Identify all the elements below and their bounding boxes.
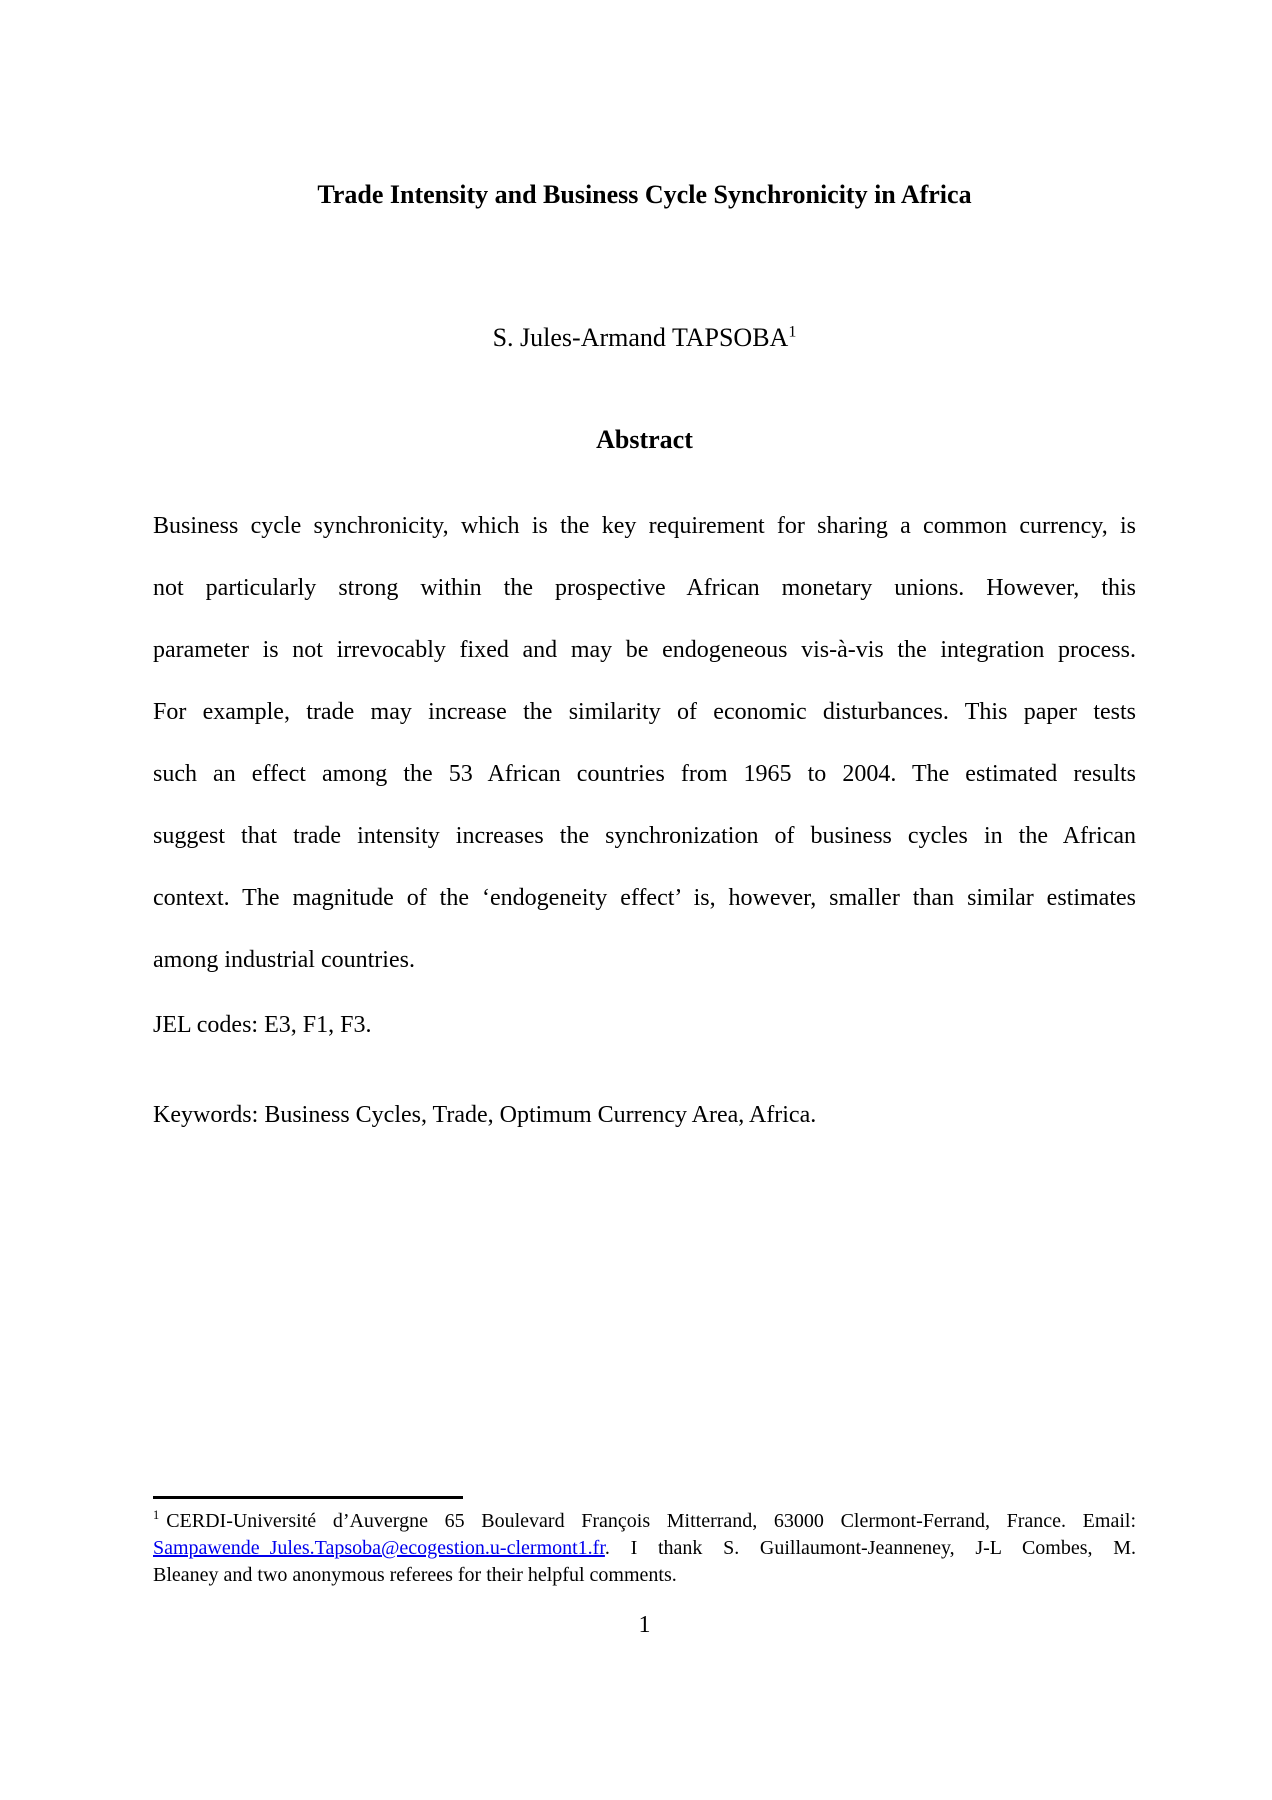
abstract-line: For example, trade may increase the similarity of economic disturbances. This paper tests	[153, 699, 1136, 725]
author-name: S. Jules-Armand TAPSOBA	[492, 323, 789, 352]
abstract-line: not particularly strong within the prospective African monetary unions. However, this	[153, 575, 1136, 601]
footnote-line	[153, 1535, 1136, 1562]
author-line	[153, 323, 1136, 353]
footnote	[153, 1508, 1136, 1589]
footnote-text-affiliation: CERDI-Université d’Auvergne 65 Boulevard François Mitterrand, 63000 Clermont-Ferrand, France. Email:	[166, 1510, 1136, 1532]
footnote-line: Bleaney and two anonymous referees for their helpful comments.	[153, 1564, 677, 1586]
footnote-text-thanks: . I thank S. Guillaumont-Jeanneney, J-L Combes, M.	[604, 1537, 1136, 1559]
abstract-line: suggest that trade intensity increases the synchronization of business cycles in the African	[153, 823, 1136, 849]
jel-codes-line: JEL codes: E3, F1, F3.	[153, 1012, 372, 1038]
abstract-heading: Abstract	[596, 425, 693, 454]
abstract-line: such an effect among the 53 African countries from 1965 to 2004. The estimated results	[153, 761, 1136, 787]
footnote-separator-rule	[153, 1496, 463, 1499]
page-number: 1	[638, 1612, 651, 1638]
email-link[interactable]: Sampawende_Jules.Tapsoba@ecogestion.u-clermont1.fr	[153, 1537, 605, 1559]
footnote-marker: 1	[153, 1508, 160, 1523]
keywords-line: Keywords: Business Cycles, Trade, Optimum Currency Area, Africa.	[153, 1102, 817, 1128]
abstract-line: Business cycle synchronicity, which is the key requirement for sharing a common currency, is	[153, 513, 1136, 539]
footnote-line	[153, 1508, 1136, 1535]
author-footnote-ref: 1	[788, 323, 797, 341]
abstract-paragraph	[153, 510, 1136, 1006]
page-title: Trade Intensity and Business Cycle Synchronicity in Africa	[317, 180, 972, 209]
abstract-line: parameter is not irrevocably fixed and may be endogeneous vis-à-vis the integration process.	[153, 637, 1136, 663]
abstract-line: context. The magnitude of the ‘endogeneity effect’ is, however, smaller than similar estimates	[153, 885, 1136, 911]
abstract-line: among industrial countries.	[153, 947, 415, 973]
